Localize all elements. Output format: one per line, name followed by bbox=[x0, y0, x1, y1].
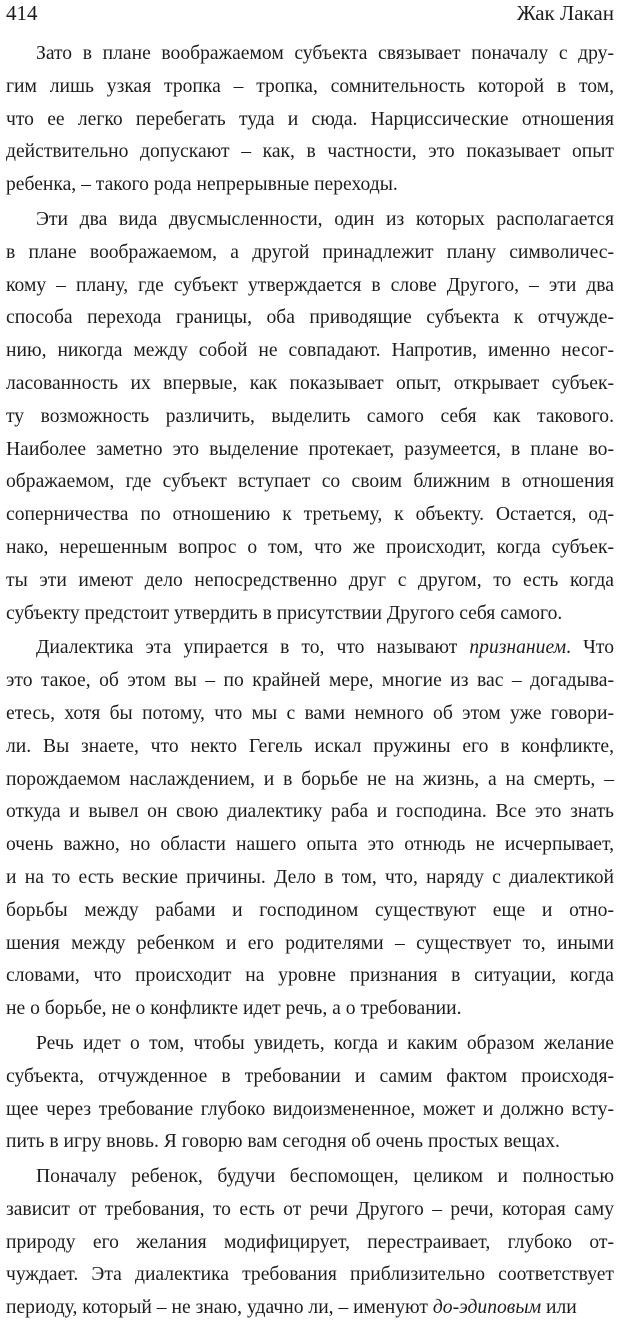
text-line bbox=[6, 1227, 614, 1260]
text-segment: пить в игру вновь. Я говорю вам сегодня об очень простых вещах. bbox=[6, 1131, 560, 1153]
text-line bbox=[6, 237, 614, 270]
paragraph bbox=[6, 1161, 614, 1325]
paragraph bbox=[6, 38, 614, 202]
text-segment: гим лишь узкая тропка – тропка, сомнительность которой в том, bbox=[6, 75, 614, 97]
italic-term: до-эдиповым bbox=[432, 1297, 542, 1319]
running-head: Жак Лакан bbox=[516, 1, 614, 25]
text-segment: ты эти имеют дело непосредственно друг с другом, то есть когда bbox=[6, 569, 614, 591]
text-line bbox=[6, 1292, 614, 1325]
text-line bbox=[6, 104, 614, 137]
text-segment: что ее легко перебегать туда и сюда. Нарциссические отношения bbox=[6, 108, 614, 130]
text-line bbox=[6, 466, 614, 499]
text-line bbox=[6, 565, 614, 598]
text-line bbox=[6, 632, 614, 665]
text-line bbox=[6, 598, 614, 631]
paragraph bbox=[6, 632, 614, 1026]
text-segment: етесь, хотя бы потому, что мы с вами немного об этом уже говори- bbox=[6, 702, 614, 724]
text-segment: . Что bbox=[566, 637, 614, 659]
text-segment: и на то есть веские причины. Дело в том, что, наряду с диалектикой bbox=[6, 866, 614, 888]
text-segment: Зато в плане воображаемом субъекта связывает поначалу с дру- bbox=[36, 43, 614, 64]
text-segment: соперничества по отношению к третьему, к объекту. Остается, од- bbox=[6, 504, 614, 526]
text-line bbox=[6, 1161, 614, 1194]
text-segment: Диалектика эта упирается в то, что называют bbox=[36, 637, 470, 659]
text-segment: кому – плану, где субъект утверждается в слове Другого, – эти два bbox=[6, 274, 614, 296]
text-line bbox=[6, 434, 614, 467]
paragraph bbox=[6, 204, 614, 630]
text-line bbox=[6, 1061, 614, 1094]
text-segment: нию, никогда между собой не совпадают. Напротив, именно несог- bbox=[6, 340, 614, 362]
text-line bbox=[6, 731, 614, 764]
text-line bbox=[6, 71, 614, 104]
text-segment: периоду, который – не знаю, удачно ли, – именуют bbox=[6, 1297, 433, 1319]
text-segment: Эти два вида двусмысленности, один из которых располагается bbox=[36, 208, 614, 230]
body-text bbox=[6, 38, 614, 1325]
paragraph bbox=[6, 1028, 614, 1159]
text-line bbox=[6, 401, 614, 434]
text-line bbox=[6, 499, 614, 532]
text-line bbox=[6, 270, 614, 303]
text-segment: ту возможность различить, выделить самого себя как такового. bbox=[6, 405, 614, 427]
text-segment: чуждает. Эта диалектика требования приблизительно соответствует bbox=[6, 1264, 614, 1286]
text-segment: это такое, об этом вы – по крайней мере, многие из вас – догадыва- bbox=[6, 670, 614, 692]
text-line bbox=[6, 38, 614, 71]
text-line bbox=[6, 1259, 614, 1292]
text-segment: словами, что происходит на уровне признания в ситуации, когда bbox=[6, 965, 614, 987]
text-line bbox=[6, 169, 614, 202]
text-segment: Поначалу ребенок, будучи беспомощен, целиком и полностью bbox=[36, 1166, 614, 1188]
text-segment: субъекту предстоит утвердить в присутствии Другого себя самого. bbox=[6, 602, 563, 624]
text-line bbox=[6, 665, 614, 698]
page-number: 414 bbox=[6, 1, 38, 25]
text-line bbox=[6, 928, 614, 961]
text-segment: Речь идет о том, чтобы увидеть, когда и каким образом желание bbox=[36, 1032, 614, 1054]
text-line bbox=[6, 1028, 614, 1061]
text-line bbox=[6, 1094, 614, 1127]
text-segment: природу его желания модифицирует, перестраивает, глубоко от- bbox=[6, 1231, 614, 1253]
text-line bbox=[6, 532, 614, 565]
text-segment: действительно допускают – как, в частности, это показывает опыт bbox=[6, 141, 614, 163]
text-segment: очень важно, но области нашего опыта это отнюдь не исчерпывает, bbox=[6, 834, 614, 856]
text-line bbox=[6, 698, 614, 731]
text-segment: нако, нерешенным вопрос о том, что же происходит, когда субъек- bbox=[6, 536, 614, 558]
text-segment: ображаемом, где субъект вступает со своим ближним в отношения bbox=[6, 471, 614, 493]
text-line bbox=[6, 895, 614, 928]
text-line bbox=[6, 829, 614, 862]
text-segment: Наиболее заметно это выделение протекает, разумеется, в плане во- bbox=[6, 438, 614, 460]
text-segment: щее через требование глубоко видоизмененное, может и должно всту- bbox=[6, 1098, 614, 1120]
text-line bbox=[6, 1194, 614, 1227]
text-line bbox=[6, 960, 614, 993]
text-segment: не о борьбе, не о конфликте идет речь, а о требовании. bbox=[6, 998, 462, 1020]
page-header bbox=[6, 0, 614, 30]
text-line bbox=[6, 993, 614, 1026]
text-line bbox=[6, 335, 614, 368]
text-line bbox=[6, 862, 614, 895]
text-segment: порождаемом наслаждением, и в борьбе не на жизнь, а на смерть, – bbox=[6, 768, 614, 790]
italic-term: признанием bbox=[469, 637, 567, 659]
text-line bbox=[6, 1126, 614, 1159]
text-line bbox=[6, 204, 614, 237]
text-segment: или bbox=[541, 1297, 577, 1319]
text-segment: откуда и вывел он свою диалектику раба и господина. Все это знать bbox=[6, 801, 614, 823]
text-segment: ребенка, – такого рода непрерывные переходы. bbox=[6, 174, 398, 196]
text-line bbox=[6, 302, 614, 335]
text-line bbox=[6, 796, 614, 829]
text-segment: способа перехода границы, оба приводящие субъекта к отчужде- bbox=[6, 307, 614, 329]
text-line bbox=[6, 136, 614, 169]
text-segment: в плане воображаемом, а другой принадлежит плану символичес- bbox=[6, 241, 614, 263]
text-segment: зависит от требования, то есть от речи Другого – речи, которая саму bbox=[6, 1198, 614, 1220]
text-segment: борьбы между рабами и господином существуют еще и отно- bbox=[6, 899, 614, 921]
text-segment: ласованность их впервые, как показывает опыт, открывает субъек- bbox=[6, 372, 614, 394]
text-segment: субъекта, отчужденное в требовании и самим фактом происходя- bbox=[6, 1065, 614, 1087]
text-segment: ли. Вы знаете, что некто Гегель искал пружины его в конфликте, bbox=[6, 735, 614, 757]
text-line bbox=[6, 764, 614, 797]
text-segment: шения между ребенком и его родителями – существует то, иными bbox=[6, 932, 614, 954]
text-line bbox=[6, 368, 614, 401]
